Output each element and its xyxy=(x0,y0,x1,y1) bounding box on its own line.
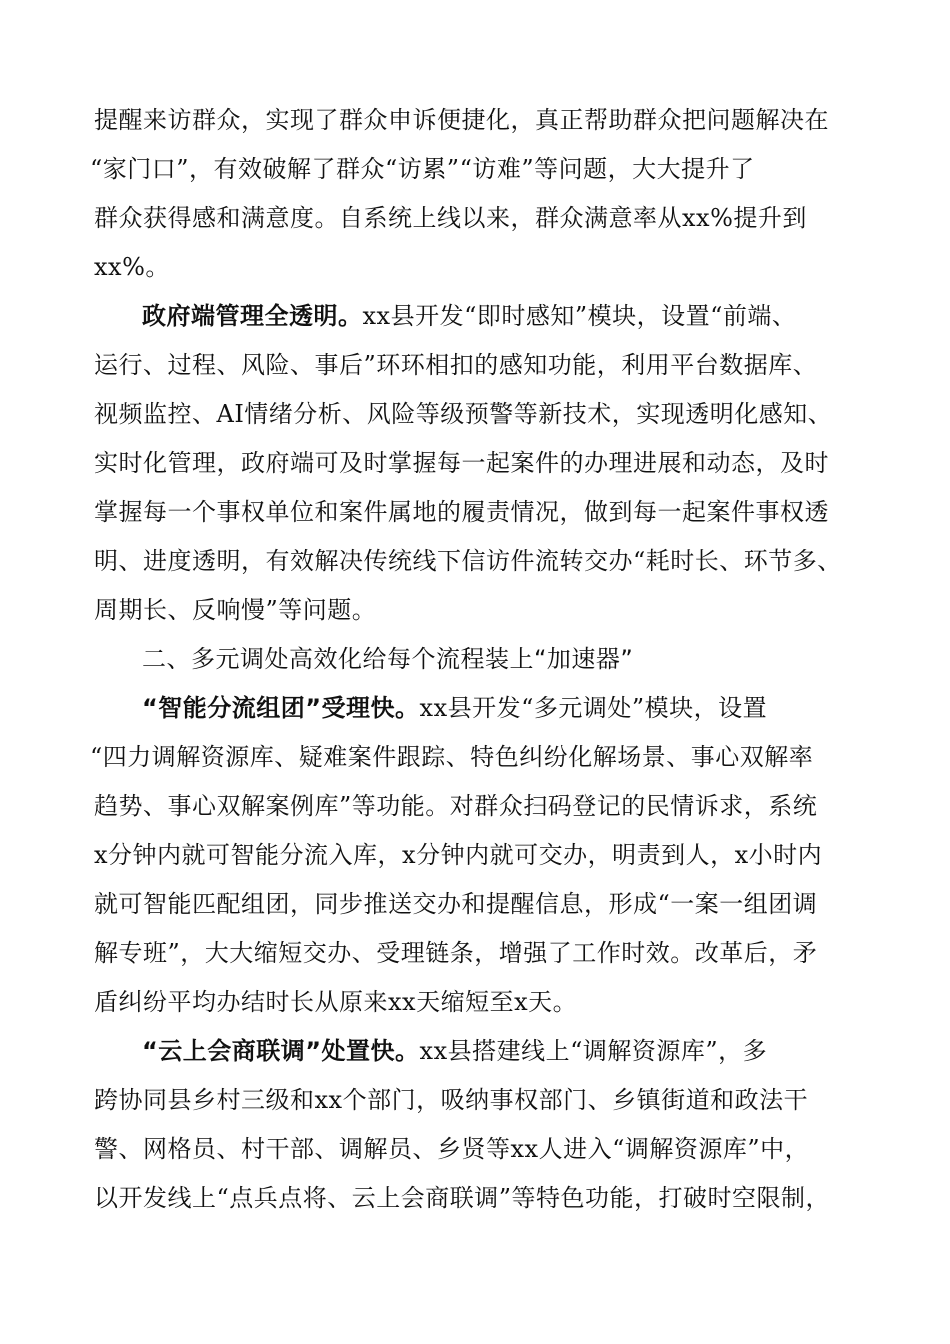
body-line: 群众获得感和满意度。自系统上线以来，群众满意率从xx%提升到 xyxy=(94,204,807,232)
paragraph-body-text: xx县开发“多元调处”模块，设置 xyxy=(419,694,768,722)
body-line: x分钟内就可智能分流入库，x分钟内就可交办，明责到人，x小时内 xyxy=(94,841,823,869)
body-line: 解专班”，大大缩短交办、受理链条，增强了工作时效。改革后，矛 xyxy=(94,939,818,967)
body-line: 以开发线上“点兵点将、云上会商联调”等特色功能，打破时空限制， xyxy=(94,1184,831,1212)
body-line: 提醒来访群众，实现了群众申诉便捷化，真正帮助群众把问题解决在 xyxy=(94,106,829,134)
body-line: 实时化管理，政府端可及时掌握每一起案件的办理进展和动态，及时 xyxy=(94,449,829,477)
body-line: 明、进度透明，有效解决传统线下信访件流转交办“耗时长、环节多、 xyxy=(94,547,842,575)
body-line: 趋势、事心双解案例库”等功能。对群众扫码登记的民情诉求，系统 xyxy=(94,792,818,820)
body-line: 周期长、反响慢”等问题。 xyxy=(94,596,377,624)
body-line: “家门口”，有效破解了群众“访累”“访难”等问题，大大提升了 xyxy=(90,155,755,183)
body-line: 运行、过程、风险、事后”环环相扣的感知功能，利用平台数据库、 xyxy=(94,351,818,379)
paragraph-start-line xyxy=(142,692,767,724)
body-line: “四力调解资源库、疑难案件跟踪、特色纠纷化解场景、事心双解率 xyxy=(90,743,814,771)
body-line: 掌握每一个事权单位和案件属地的履责情况，做到每一起案件事权透 xyxy=(94,498,829,526)
paragraph-start-line xyxy=(142,1035,767,1067)
body-line: 盾纠纷平均办结时长从原来xx天缩短至x天。 xyxy=(94,988,578,1016)
paragraph-body-text: xx县搭建线上“调解资源库”，多 xyxy=(419,1037,768,1065)
body-line: 警、网格员、村干部、调解员、乡贤等xx人进入“调解资源库”中， xyxy=(94,1135,810,1163)
body-line: 视频监控、AI情绪分析、风险等级预警等新技术，实现透明化感知、 xyxy=(94,400,833,428)
paragraph-body-text: xx县开发“即时感知”模块，设置“前端、 xyxy=(362,302,797,330)
section-heading: 二、多元调处高效化给每个流程装上“加速器” xyxy=(142,645,634,673)
body-line: 跨协同县乡村三级和xx个部门，吸纳事权部门、乡镇街道和政法干 xyxy=(94,1086,809,1114)
body-line: xx%。 xyxy=(94,253,170,281)
paragraph-lead-title: “云上会商联调”处置快。 xyxy=(142,1037,420,1065)
paragraph-start-line xyxy=(142,300,796,332)
body-line: 就可智能匹配组团，同步推送交办和提醒信息，形成“一案一组团调 xyxy=(94,890,818,918)
paragraph-lead-title: 政府端管理全透明。 xyxy=(142,302,363,330)
paragraph-lead-title: “智能分流组团”受理快。 xyxy=(142,694,420,722)
